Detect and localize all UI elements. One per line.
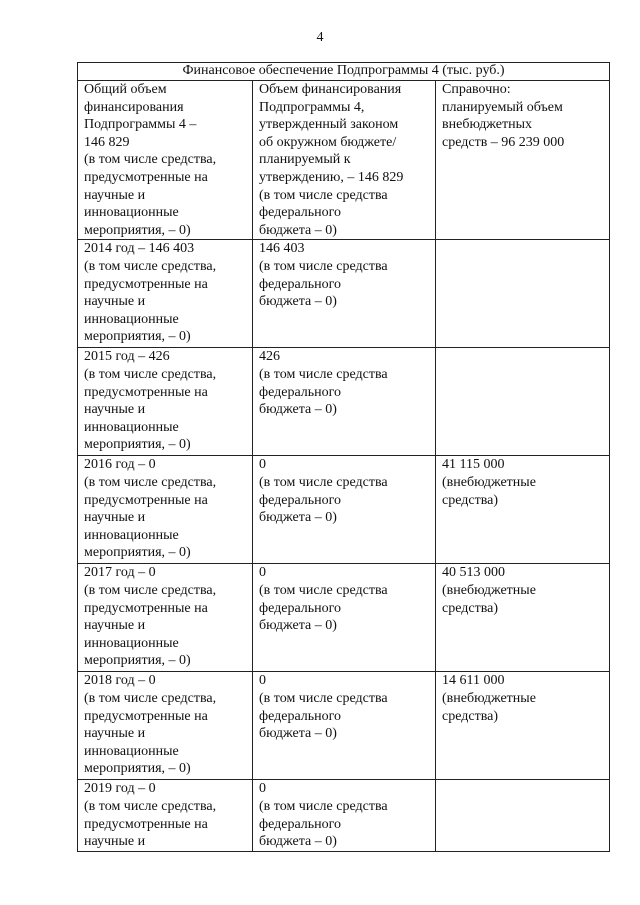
row-2017-budget: 0 (в том числе средства федерального бюджета – 0) (253, 564, 436, 672)
row-2014-total: 2014 год – 146 403 (в том числе средства, предусмотренные на научные и инновационные мероприятия, – 0) (78, 240, 253, 348)
row-2019-total: 2019 год – 0 (в том числе средства, предусмотренные на научные и (78, 780, 253, 851)
row-2016-total: 2016 год – 0 (в том числе средства, предусмотренные на научные и инновационные мероприятия, – 0) (78, 456, 253, 564)
row-2018-total: 2018 год – 0 (в том числе средства, предусмотренные на научные и инновационные мероприятия, – 0) (78, 672, 253, 780)
row-2017-extrabudgetary: 40 513 000 (внебюджетные средства) (436, 564, 610, 672)
page-number: 4 (316, 30, 324, 45)
row-2014-budget: 146 403 (в том числе средства федерального бюджета – 0) (253, 240, 436, 348)
header-budget-financing: Объем финансирования Подпрограммы 4, утвержденный законом об окружном бюджете/ планируемый к утверждению, – 146 829 (в том числе средства федерального бюджета – 0) (253, 81, 436, 240)
row-2017-total: 2017 год – 0 (в том числе средства, предусмотренные на научные и инновационные мероприятия, – 0) (78, 564, 253, 672)
header-total-financing: Общий объем финансирования Подпрограммы 4 – 146 829 (в том числе средства, предусмотренные на научные и инновационные мероприятия, – 0) (78, 81, 253, 240)
table-header-row (78, 81, 610, 240)
row-2015-total: 2015 год – 426 (в том числе средства, предусмотренные на научные и инновационные мероприятия, – 0) (78, 348, 253, 456)
row-2016-extrabudgetary: 41 115 000 (внебюджетные средства) (436, 456, 610, 564)
row-2014-extrabudgetary (436, 240, 610, 348)
row-2015-budget: 426 (в том числе средства федерального бюджета – 0) (253, 348, 436, 456)
row-2019-budget: 0 (в том числе средства федерального бюджета – 0) (253, 780, 436, 851)
table-row (78, 240, 610, 348)
table-title: Финансовое обеспечение Подпрограммы 4 (тыс. руб.) (78, 63, 610, 81)
row-2018-budget: 0 (в том числе средства федерального бюджета – 0) (253, 672, 436, 780)
row-2019-extrabudgetary (436, 780, 610, 851)
table-row (78, 780, 610, 851)
table-row (78, 456, 610, 564)
row-2018-extrabudgetary: 14 611 000 (внебюджетные средства) (436, 672, 610, 780)
table-row (78, 672, 610, 780)
table-row (78, 348, 610, 456)
header-extrabudgetary-reference: Справочно: планируемый объем внебюджетных средств – 96 239 000 (436, 81, 610, 240)
table-title-row (78, 63, 610, 81)
row-2016-budget: 0 (в том числе средства федерального бюджета – 0) (253, 456, 436, 564)
table-row (78, 564, 610, 672)
row-2015-extrabudgetary (436, 348, 610, 456)
financing-table (77, 62, 610, 852)
